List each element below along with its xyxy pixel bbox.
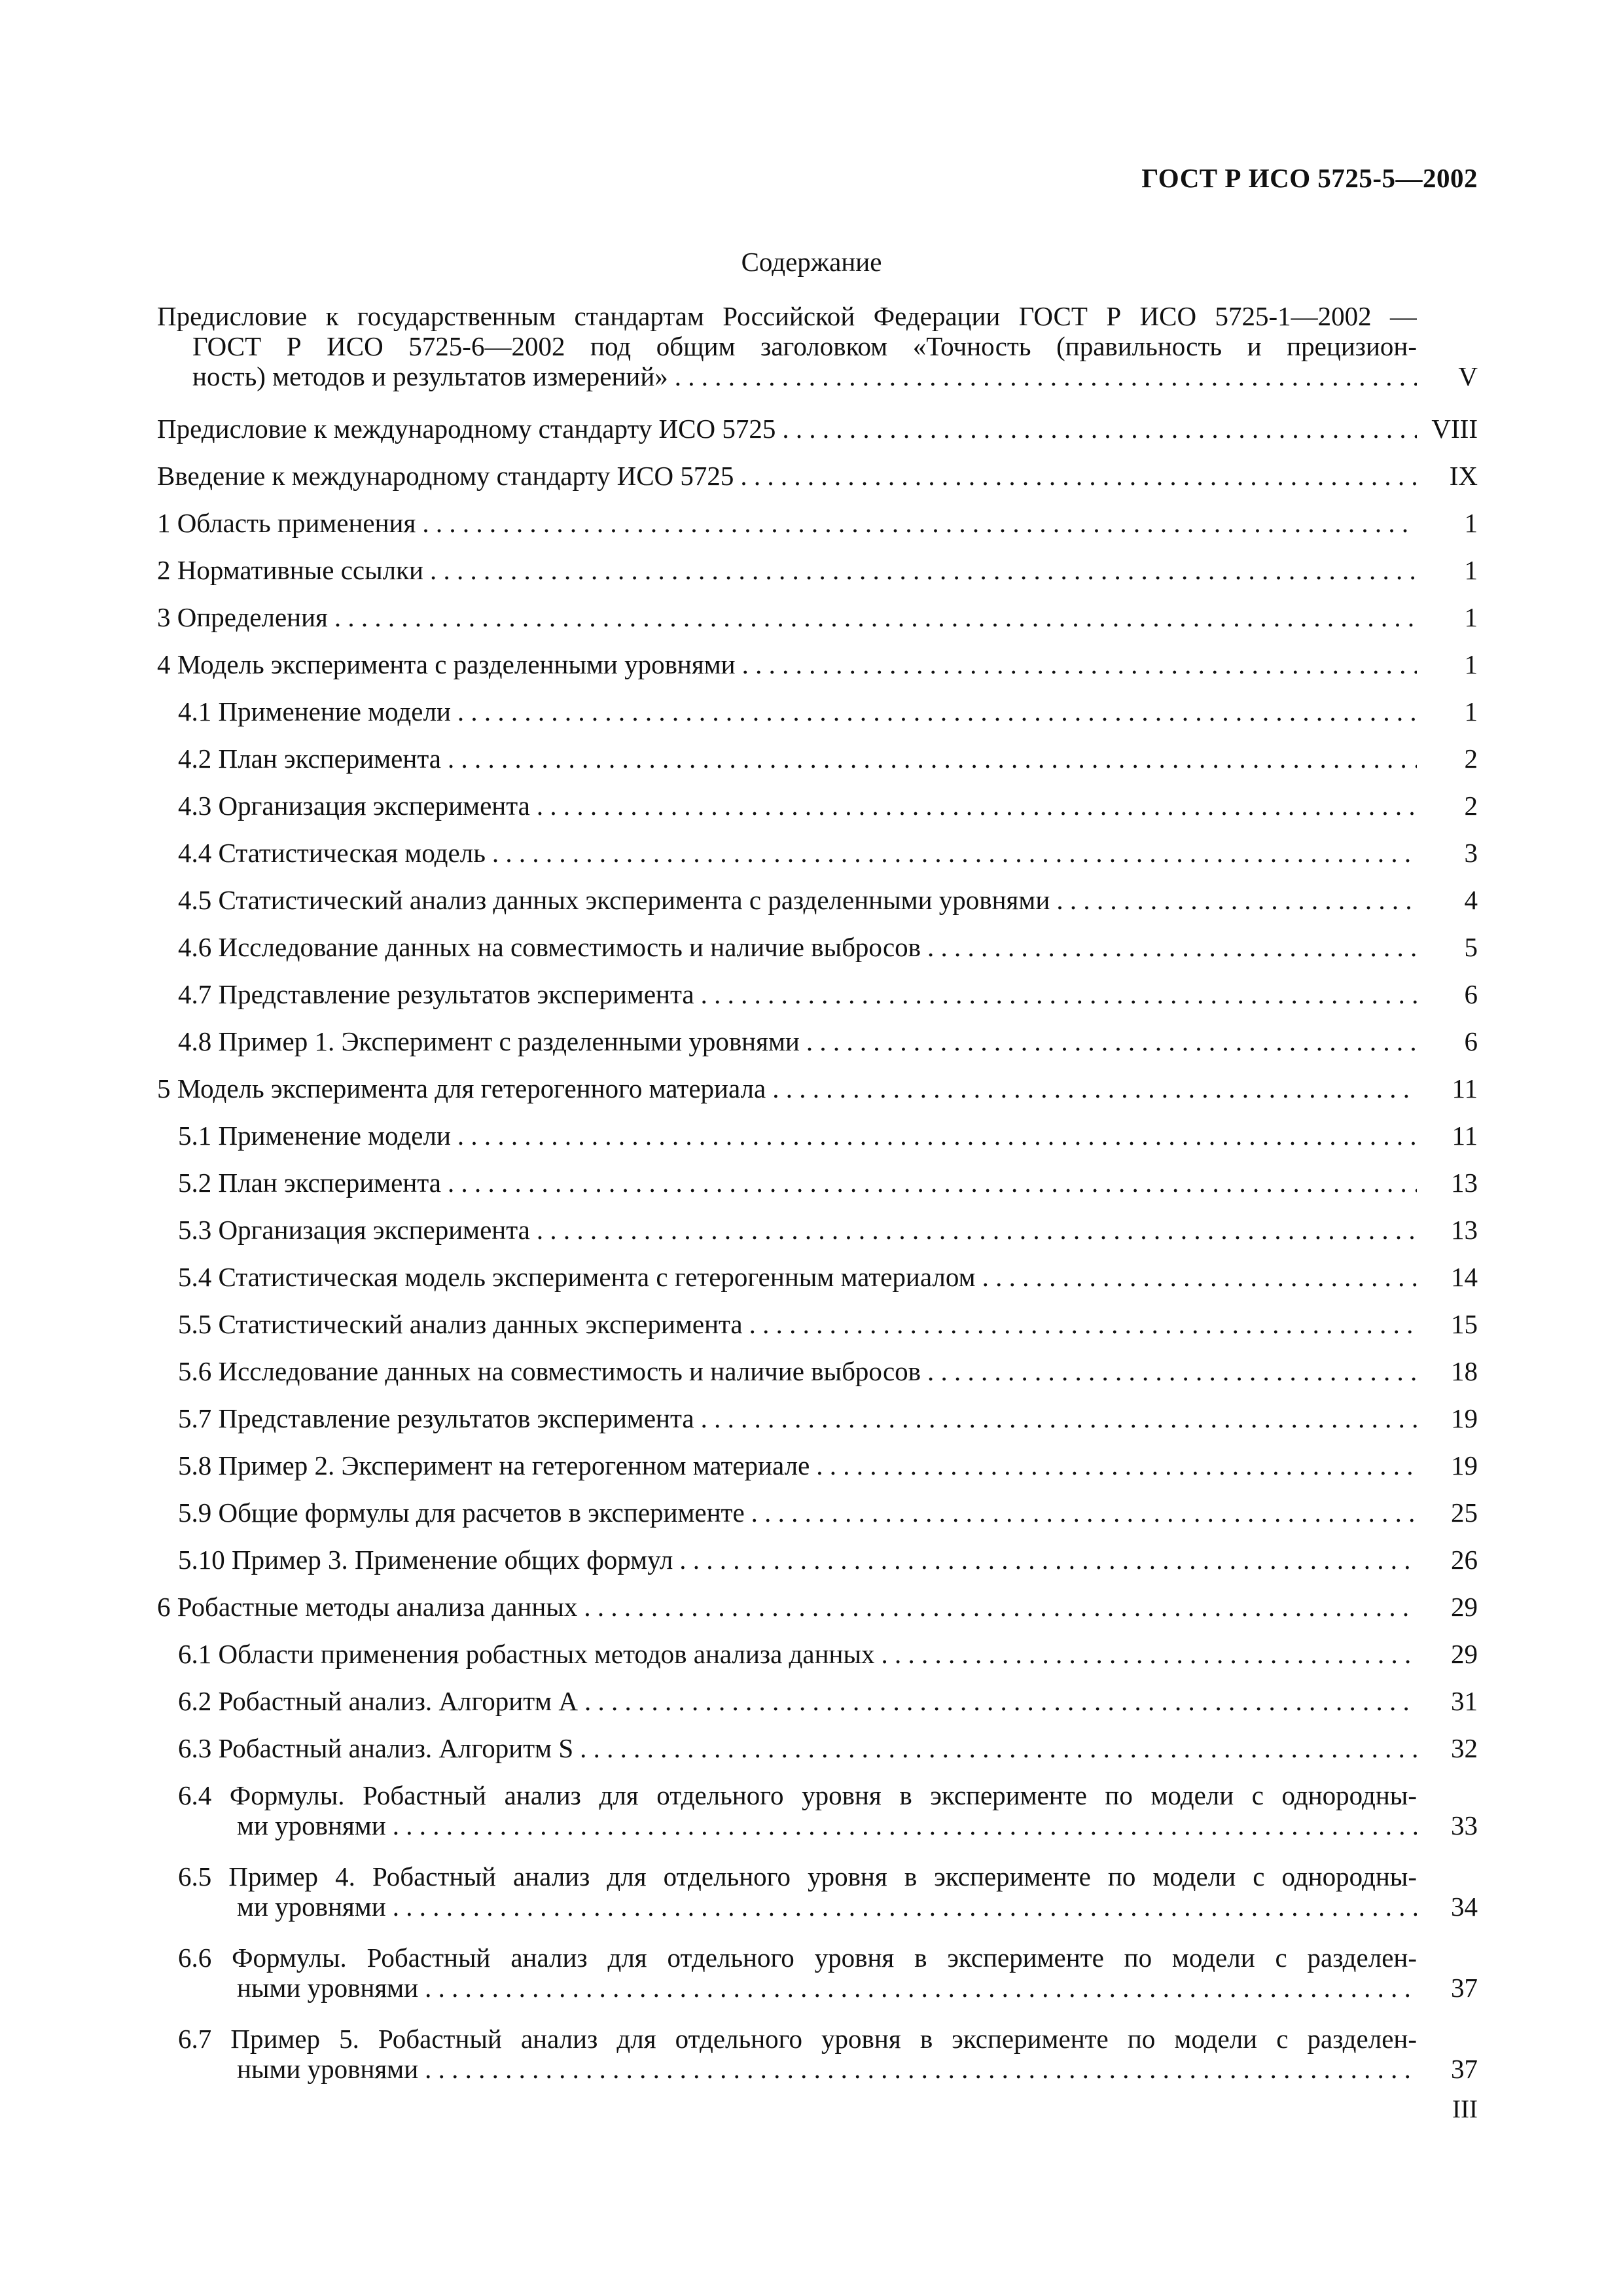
- toc-title: Содержание: [741, 247, 882, 277]
- toc-entry-text: ность) методов и результатов измерений»: [192, 361, 668, 391]
- dot-leader: [451, 696, 1417, 726]
- page-number: III: [1452, 2095, 1478, 2123]
- toc-entry-text: 6.2 Робастный анализ. Алгоритм А: [178, 1686, 578, 1716]
- toc-entry-text: 6.4 Формулы. Робастный анализ для отдельного уровня в эксперименте по модели с однородны-: [178, 1780, 1417, 1810]
- toc-entry-text: 5.6 Исследование данных на совместимость и наличие выбросов: [178, 1356, 921, 1386]
- toc-entry-page: 1: [1464, 555, 1478, 585]
- toc-entry-text: 4.1 Применение модели: [178, 696, 451, 726]
- toc-entry[interactable]: [157, 979, 1478, 1009]
- toc-entry-text: 6.6 Формулы. Робастный анализ для отдельного уровня в эксперименте по модели с разделен-: [178, 1943, 1417, 1973]
- toc-entry[interactable]: [157, 1450, 1478, 1480]
- toc-entry-page: VIII: [1431, 414, 1478, 444]
- toc-entry-page: 37: [1451, 2054, 1478, 2084]
- toc-entry-text: 5.9 Общие формулы для расчетов в эксперименте: [178, 1498, 745, 1528]
- dot-leader: [694, 1403, 1417, 1433]
- toc-entry[interactable]: [157, 1686, 1478, 1716]
- dot-leader: [418, 2054, 1417, 2084]
- toc-entry[interactable]: [157, 791, 1478, 821]
- toc-entry-page: 33: [1451, 1810, 1478, 1840]
- toc-entry-text: 5.5 Статистический анализ данных эксперимента: [178, 1309, 743, 1339]
- toc-entry[interactable]: [157, 1262, 1478, 1292]
- toc-entry[interactable]: [157, 885, 1478, 915]
- dot-leader: [736, 649, 1417, 679]
- dot-leader: [530, 1215, 1417, 1245]
- toc-entry[interactable]: [157, 1733, 1478, 1763]
- toc-entry[interactable]: [157, 1026, 1478, 1056]
- dot-leader: [573, 1733, 1417, 1763]
- toc-entry-text: 5.1 Применение модели: [178, 1121, 451, 1151]
- dot-leader: [875, 1639, 1417, 1669]
- dot-leader: [441, 744, 1417, 774]
- toc-entry[interactable]: [157, 602, 1478, 632]
- toc-entry[interactable]: [157, 1168, 1478, 1198]
- toc-entry-page: 25: [1451, 1498, 1478, 1528]
- toc-entry-text: ными уровнями: [237, 2054, 419, 2084]
- toc-entry[interactable]: [157, 2024, 1478, 2084]
- toc-entry-page: 13: [1451, 1215, 1478, 1245]
- toc-entry-text: 5.7 Представление результатов эксперимента: [178, 1403, 694, 1433]
- toc-entry-text: 6.7 Пример 5. Робастный анализ для отдельного уровня в эксперименте по модели с разделен-: [178, 2024, 1417, 2054]
- dot-leader: [386, 1810, 1417, 1840]
- toc-entry-text: 5.10 Пример 3. Применение общих формул: [178, 1545, 673, 1575]
- dot-leader: [810, 1450, 1417, 1480]
- toc-entry-text: 2 Нормативные ссылки: [157, 555, 423, 585]
- toc-entry-text: 4.5 Статистический анализ данных эксперимента с разделенными уровнями: [178, 885, 1050, 915]
- toc-entry-text: ными уровнями: [237, 1973, 419, 2003]
- toc-entry[interactable]: [157, 1403, 1478, 1433]
- dot-leader: [486, 838, 1417, 868]
- dot-leader: [530, 791, 1417, 821]
- dot-leader: [578, 1686, 1417, 1716]
- toc-entry-page: 2: [1464, 791, 1478, 821]
- toc-entry-page: 34: [1451, 1892, 1478, 1922]
- toc-entry[interactable]: [157, 414, 1478, 444]
- toc-entry[interactable]: [157, 1121, 1478, 1151]
- toc-entry[interactable]: [157, 1215, 1478, 1245]
- toc-entry-text: 6 Робастные методы анализа данных: [157, 1592, 578, 1622]
- toc-entry-text: 5 Модель эксперимента для гетерогенного материала: [157, 1073, 766, 1103]
- toc-entry-page: 32: [1451, 1733, 1478, 1763]
- toc-entry[interactable]: [157, 1639, 1478, 1669]
- toc-entry-text: ми уровнями: [237, 1810, 386, 1840]
- toc-entry-page: 1: [1464, 649, 1478, 679]
- toc-entry-text: Предисловие к международному стандарту ИСО 5725: [157, 414, 776, 444]
- toc-entry-text: ГОСТ Р ИСО 5725-6—2002 под общим заголовком «Точность (правильность и прецизион-: [192, 331, 1417, 361]
- toc-entry[interactable]: [157, 1545, 1478, 1575]
- toc-entry[interactable]: [157, 1861, 1478, 1922]
- toc-entry[interactable]: [157, 461, 1478, 491]
- toc-entry-text: 3 Определения: [157, 602, 328, 632]
- toc-entry-page: 18: [1451, 1356, 1478, 1386]
- dot-leader: [745, 1498, 1417, 1528]
- toc-entry[interactable]: [157, 1592, 1478, 1622]
- toc-entry[interactable]: [157, 649, 1478, 679]
- dot-leader: [328, 602, 1417, 632]
- toc-entry-page: 29: [1451, 1639, 1478, 1669]
- toc-entry-page: 29: [1451, 1592, 1478, 1622]
- toc-entry-text: 5.4 Статистическая модель эксперимента с гетерогенным материалом: [178, 1262, 976, 1292]
- toc-entry[interactable]: [157, 1073, 1478, 1103]
- toc-entry[interactable]: [157, 1943, 1478, 2003]
- toc-entry-page: 1: [1464, 696, 1478, 726]
- toc-entry-page: 5: [1464, 932, 1478, 962]
- dot-leader: [694, 979, 1417, 1009]
- document-code-header: ГОСТ Р ИСО 5725-5—2002: [1141, 163, 1478, 193]
- toc-entry-page: 37: [1451, 1973, 1478, 2003]
- dot-leader: [577, 1592, 1417, 1622]
- toc-entry-page: 3: [1464, 838, 1478, 868]
- toc-entry-text: 4.3 Организация эксперимента: [178, 791, 530, 821]
- dot-leader: [776, 414, 1417, 444]
- toc-entry[interactable]: [157, 696, 1478, 726]
- toc-entry-text: 4.4 Статистическая модель: [178, 838, 486, 868]
- toc-entry[interactable]: [157, 744, 1478, 774]
- toc-entry-page: V: [1458, 361, 1478, 391]
- dot-leader: [800, 1026, 1417, 1056]
- toc-entry-text: 4.8 Пример 1. Эксперимент с разделенными уровнями: [178, 1026, 800, 1056]
- toc-entry-page: 19: [1451, 1450, 1478, 1480]
- dot-leader: [668, 361, 1417, 391]
- toc-entry-text: Предисловие к государственным стандартам Российской Федерации ГОСТ Р ИСО 5725-1—2002 —: [157, 301, 1417, 331]
- toc-entry[interactable]: [157, 932, 1478, 962]
- toc-entry-page: 1: [1464, 508, 1478, 538]
- dot-leader: [441, 1168, 1417, 1198]
- toc-entry-text: 4.2 План эксперимента: [178, 744, 441, 774]
- toc-entry[interactable]: [157, 1309, 1478, 1339]
- toc-entry-text: 4.7 Представление результатов эксперимента: [178, 979, 694, 1009]
- toc-entry-page: 11: [1452, 1073, 1478, 1103]
- toc-entry-page: 15: [1451, 1309, 1478, 1339]
- toc-entry-page: 11: [1452, 1121, 1478, 1151]
- toc-entry-page: 4: [1464, 885, 1478, 915]
- toc-entry-page: 31: [1451, 1686, 1478, 1716]
- toc-entry-page: 26: [1451, 1545, 1478, 1575]
- toc-entry-page: 2: [1464, 744, 1478, 774]
- toc-entry-text: 1 Область применения: [157, 508, 416, 538]
- toc-entry-page: 19: [1451, 1403, 1478, 1433]
- toc-entry-page: 6: [1464, 979, 1478, 1009]
- toc-entry-text: 5.3 Организация эксперимента: [178, 1215, 530, 1245]
- toc-entry-text: ми уровнями: [237, 1892, 386, 1922]
- dot-leader: [451, 1121, 1417, 1151]
- dot-leader: [976, 1262, 1417, 1292]
- dot-leader: [416, 508, 1417, 538]
- dot-leader: [743, 1309, 1417, 1339]
- toc-entry-text: 6.5 Пример 4. Робастный анализ для отдельного уровня в эксперименте по модели с однородны-: [178, 1861, 1417, 1892]
- dot-leader: [386, 1892, 1417, 1922]
- toc-entry[interactable]: [157, 555, 1478, 585]
- dot-leader: [673, 1545, 1417, 1575]
- dot-leader: [766, 1073, 1417, 1103]
- toc-entry-page: 13: [1451, 1168, 1478, 1198]
- toc-entry[interactable]: [157, 1356, 1478, 1386]
- toc-entry-text: 4 Модель эксперимента с разделенными уровнями: [157, 649, 736, 679]
- toc-entry[interactable]: [157, 838, 1478, 868]
- toc-entry[interactable]: [157, 1498, 1478, 1528]
- dot-leader: [921, 1356, 1417, 1386]
- toc-entry-text: 6.3 Робастный анализ. Алгоритм S: [178, 1733, 574, 1763]
- toc-entry[interactable]: [157, 508, 1478, 538]
- dot-leader: [734, 461, 1417, 491]
- toc-entry-text: 5.2 План эксперимента: [178, 1168, 441, 1198]
- toc-entry-page: IX: [1449, 461, 1478, 491]
- toc-entry-text: 6.1 Области применения робастных методов анализа данных: [178, 1639, 875, 1669]
- toc-entry-page: 1: [1464, 602, 1478, 632]
- toc-entry[interactable]: [157, 301, 1478, 391]
- toc-entry-text: Введение к международному стандарту ИСО 5725: [157, 461, 734, 491]
- toc-entry[interactable]: [157, 1780, 1478, 1840]
- toc-entry-page: 14: [1451, 1262, 1478, 1292]
- dot-leader: [423, 555, 1417, 585]
- dot-leader: [921, 932, 1417, 962]
- toc-entry-text: 5.8 Пример 2. Эксперимент на гетерогенном материале: [178, 1450, 810, 1480]
- toc-entry-page: 6: [1464, 1026, 1478, 1056]
- dot-leader: [418, 1973, 1417, 2003]
- toc-entry-text: 4.6 Исследование данных на совместимость и наличие выбросов: [178, 932, 921, 962]
- dot-leader: [1050, 885, 1417, 915]
